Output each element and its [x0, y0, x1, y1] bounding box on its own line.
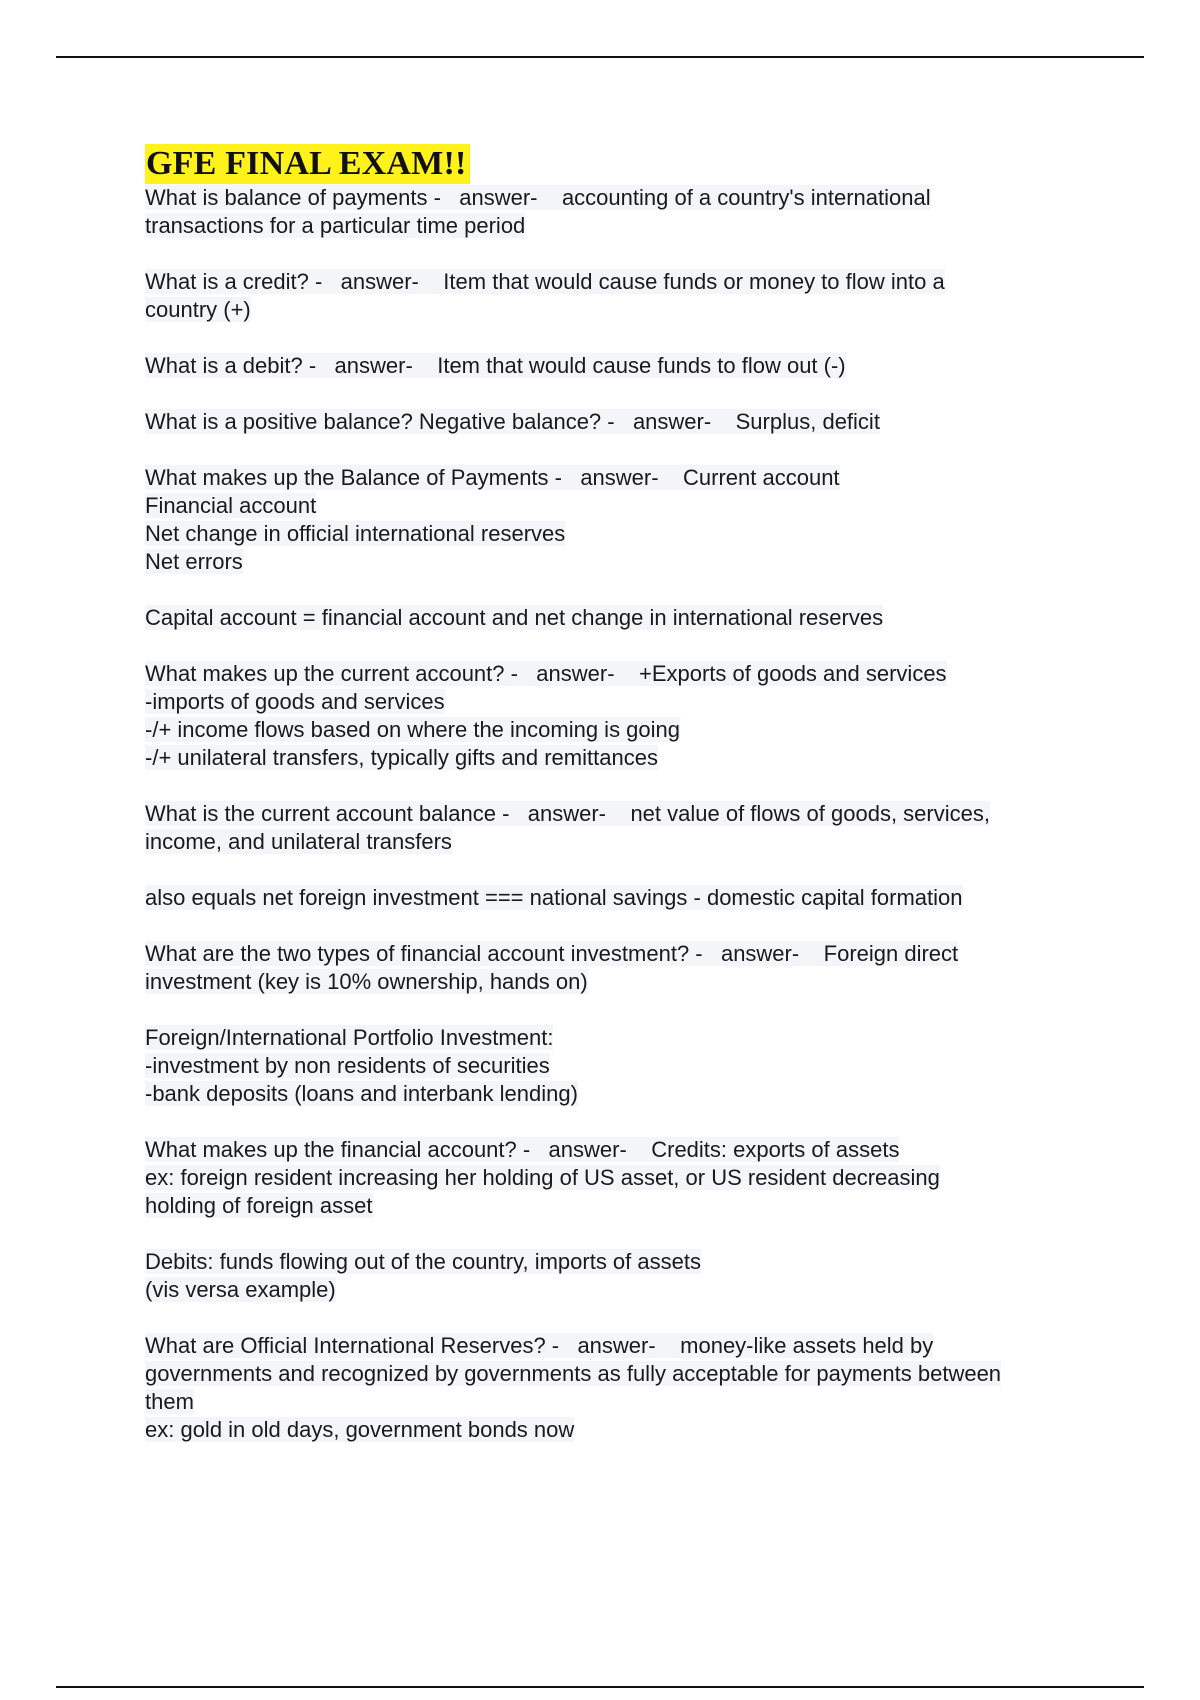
qa-block	[145, 184, 1095, 240]
qa-block	[145, 352, 1095, 380]
qa-line	[145, 184, 1095, 212]
qa-line	[145, 1276, 1095, 1304]
qa-line-text: Debits: funds flowing out of the country, imports of assets	[145, 1249, 701, 1274]
block-gap	[145, 240, 1095, 268]
qa-line-text: Financial account	[145, 493, 317, 518]
block-gap	[145, 856, 1095, 884]
qa-line	[145, 884, 1095, 912]
block-gap	[145, 1304, 1095, 1332]
qa-line-text: -bank deposits (loans and interbank lending)	[145, 1081, 578, 1106]
qa-line	[145, 1164, 1095, 1192]
qa-block	[145, 884, 1095, 912]
qa-line	[145, 1024, 1095, 1052]
qa-line-text: What makes up the Balance of Payments - answer- Current account	[145, 465, 840, 490]
qa-line	[145, 716, 1095, 744]
qa-line-text: holding of foreign asset	[145, 1193, 373, 1218]
qa-line	[145, 268, 1095, 296]
qa-line	[145, 352, 1095, 380]
qa-line	[145, 492, 1095, 520]
qa-block	[145, 464, 1095, 576]
qa-line	[145, 212, 1095, 240]
qa-line-text: ex: gold in old days, government bonds now	[145, 1417, 575, 1442]
block-gap	[145, 996, 1095, 1024]
qa-line	[145, 1136, 1095, 1164]
qa-line	[145, 1332, 1095, 1360]
qa-line-text: What are the two types of financial account investment? - answer- Foreign direct	[145, 941, 959, 966]
qa-line-text: income, and unilateral transfers	[145, 829, 452, 854]
qa-list	[145, 184, 1095, 1444]
qa-line	[145, 968, 1095, 996]
qa-block	[145, 800, 1095, 856]
document-body	[145, 144, 1095, 1444]
qa-line	[145, 1248, 1095, 1276]
qa-line	[145, 1416, 1095, 1444]
qa-block	[145, 268, 1095, 324]
qa-line-text: What is the current account balance - answer- net value of flows of goods, services,	[145, 801, 990, 826]
qa-line-text: What is a credit? - answer- Item that would cause funds or money to flow into a	[145, 269, 945, 294]
qa-line-text: governments and recognized by governments as fully acceptable for payments between	[145, 1361, 1002, 1386]
qa-line	[145, 1360, 1095, 1388]
qa-block	[145, 604, 1095, 632]
block-gap	[145, 324, 1095, 352]
qa-line	[145, 660, 1095, 688]
bottom-rule	[56, 1686, 1144, 1688]
qa-line-text: (vis versa example)	[145, 1277, 336, 1302]
block-gap	[145, 632, 1095, 660]
qa-line-text: investment (key is 10% ownership, hands on)	[145, 969, 588, 994]
qa-line-text: -/+ unilateral transfers, typically gifts and remittances	[145, 745, 658, 770]
qa-line	[145, 408, 1095, 436]
qa-line-text: country (+)	[145, 297, 251, 322]
top-rule	[56, 56, 1144, 58]
qa-line	[145, 1388, 1095, 1416]
block-gap	[145, 1108, 1095, 1136]
qa-line-text: -investment by non residents of securities	[145, 1053, 550, 1078]
qa-line-text: Foreign/International Portfolio Investment:	[145, 1025, 554, 1050]
qa-line-text: What are Official International Reserves? - answer- money-like assets held by	[145, 1333, 934, 1358]
page-title: GFE FINAL EXAM!!	[145, 144, 470, 184]
block-gap	[145, 436, 1095, 464]
block-gap	[145, 576, 1095, 604]
qa-line-text: What is balance of payments - answer- accounting of a country's international	[145, 185, 931, 210]
block-gap	[145, 1220, 1095, 1248]
qa-line-text: What makes up the financial account? - answer- Credits: exports of assets	[145, 1137, 900, 1162]
block-gap	[145, 772, 1095, 800]
qa-line	[145, 296, 1095, 324]
qa-line	[145, 940, 1095, 968]
qa-line	[145, 520, 1095, 548]
qa-line	[145, 604, 1095, 632]
qa-line-text: -imports of goods and services	[145, 689, 445, 714]
qa-line-text: What is a positive balance? Negative balance? - answer- Surplus, deficit	[145, 409, 880, 434]
qa-line-text: also equals net foreign investment === national savings - domestic capital formation	[145, 885, 963, 910]
qa-block	[145, 660, 1095, 772]
qa-block	[145, 1248, 1095, 1304]
qa-line	[145, 464, 1095, 492]
qa-line	[145, 1192, 1095, 1220]
qa-line-text: Net errors	[145, 549, 243, 574]
qa-line-text: -/+ income flows based on where the incoming is going	[145, 717, 681, 742]
qa-line-text: What makes up the current account? - answer- +Exports of goods and services	[145, 661, 947, 686]
qa-line-text: transactions for a particular time period	[145, 213, 526, 238]
qa-line	[145, 548, 1095, 576]
qa-block	[145, 1136, 1095, 1220]
qa-block	[145, 940, 1095, 996]
qa-line	[145, 1080, 1095, 1108]
block-gap	[145, 380, 1095, 408]
qa-line-text: them	[145, 1389, 194, 1414]
qa-line-text: What is a debit? - answer- Item that would cause funds to flow out (-)	[145, 353, 846, 378]
qa-block	[145, 1024, 1095, 1108]
qa-line	[145, 744, 1095, 772]
qa-line	[145, 828, 1095, 856]
qa-line-text: ex: foreign resident increasing her holding of US asset, or US resident decreasing	[145, 1165, 940, 1190]
qa-line	[145, 688, 1095, 716]
qa-block	[145, 408, 1095, 436]
qa-line	[145, 1052, 1095, 1080]
qa-block	[145, 1332, 1095, 1444]
qa-line-text: Net change in official international reserves	[145, 521, 566, 546]
qa-line-text: Capital account = financial account and net change in international reserves	[145, 605, 884, 630]
block-gap	[145, 912, 1095, 940]
qa-line	[145, 800, 1095, 828]
